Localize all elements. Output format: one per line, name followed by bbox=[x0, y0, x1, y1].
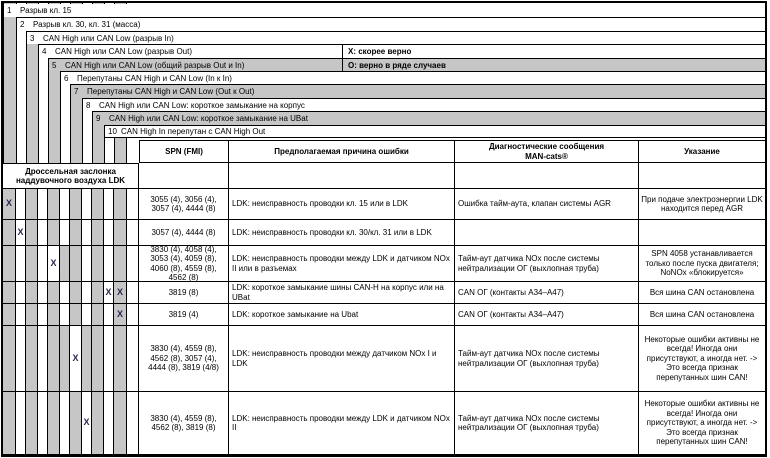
matrix-spacer-cell bbox=[127, 189, 139, 220]
cause-cell: LDK: неисправность проводки между LDK и датчиком NOx II или в разъемах bbox=[229, 246, 455, 282]
diag-cell: CAN ОГ (контакты A34–A47) bbox=[455, 304, 639, 326]
matrix-cell bbox=[70, 304, 82, 326]
matrix-cell bbox=[3, 392, 16, 455]
matrix-cell bbox=[82, 304, 92, 326]
condition-label: CAN High In перепутан с CAN High Out bbox=[121, 127, 266, 136]
matrix-cell bbox=[82, 189, 92, 220]
matrix-cell bbox=[70, 220, 82, 246]
matrix-cell bbox=[26, 392, 38, 455]
cause-cell: LDK: неисправность проводки кл. 15 или в LDK bbox=[229, 189, 455, 220]
column-header-diag: Диагностические сообщения MAN-cats® bbox=[455, 140, 639, 163]
matrix-cell bbox=[26, 326, 38, 392]
matrix-cell bbox=[38, 392, 48, 455]
matrix-spacer-cell bbox=[127, 304, 139, 326]
condition-row-8 bbox=[82, 98, 765, 111]
matrix-cell bbox=[82, 220, 92, 246]
matrix-cell bbox=[60, 392, 70, 455]
matrix-cell bbox=[38, 220, 48, 246]
cause-cell: LDK: короткое замыкание на Ubat bbox=[229, 304, 455, 326]
matrix-cell bbox=[16, 189, 26, 220]
matrix-cell bbox=[48, 220, 60, 246]
condition-row-7 bbox=[70, 84, 765, 98]
matrix-cell bbox=[3, 282, 16, 304]
note-cell: SPN 4058 устанавливается только после пуска двигателя; NoNOx «блокируется» bbox=[639, 246, 765, 282]
spn-cell: 3830 (4), 4559 (8), 4562 (8), 3819 (8) bbox=[139, 392, 229, 455]
matrix-cell bbox=[70, 392, 82, 455]
matrix-cell bbox=[3, 189, 16, 220]
condition-row-1 bbox=[3, 4, 765, 17]
matrix-cell bbox=[82, 282, 92, 304]
legend-o-row: O: верно в ряде случаев bbox=[342, 58, 765, 71]
matrix-cell bbox=[82, 392, 92, 455]
matrix-cell bbox=[104, 326, 114, 392]
spn-cell: 3830 (4), 4058 (4), 3053 (4), 4059 (8), 4060 (8), 4559 (8), 4562 (8) bbox=[139, 246, 229, 282]
matrix-cell bbox=[104, 220, 114, 246]
matrix-cell bbox=[48, 282, 60, 304]
fault-diagnosis-table bbox=[1, 1, 767, 457]
matrix-cell bbox=[48, 246, 60, 282]
matrix-cell bbox=[3, 246, 16, 282]
condition-number: 10 bbox=[108, 127, 117, 136]
matrix-header-label: Дроссельная заслонка наддувочного воздуха LDK bbox=[3, 163, 139, 189]
condition-label: Разрыв кл. 15 bbox=[20, 6, 72, 15]
matrix-cell bbox=[26, 282, 38, 304]
header-spacer-diag bbox=[455, 163, 639, 189]
condition-label: Перепутаны CAN High и CAN Low (Out к Out) bbox=[87, 87, 255, 96]
note-cell: При подаче электроэнергии LDK находится перед AGR bbox=[639, 189, 765, 220]
diag-cell: Тайм-аут датчика NOx после системы нейтрализации ОГ (выхлопная труба) bbox=[455, 392, 639, 455]
header-spacer-cause bbox=[229, 163, 455, 189]
matrix-cell bbox=[48, 304, 60, 326]
matrix-cell bbox=[38, 326, 48, 392]
matrix-cell bbox=[114, 282, 127, 304]
matrix-cell bbox=[104, 282, 114, 304]
condition-label: CAN High или CAN Low: короткое замыкание на корпус bbox=[99, 100, 305, 110]
matrix-cell bbox=[70, 189, 82, 220]
condition-row-6 bbox=[60, 71, 765, 84]
matrix-cell bbox=[92, 392, 104, 455]
x-mark: X bbox=[72, 352, 79, 363]
x-mark: X bbox=[105, 286, 112, 297]
matrix-cell bbox=[38, 246, 48, 282]
condition-row-9 bbox=[92, 111, 765, 125]
matrix-cell bbox=[114, 220, 127, 246]
matrix-cell bbox=[114, 189, 127, 220]
matrix-cell bbox=[114, 246, 127, 282]
spn-cell: 3830 (4), 4559 (8), 4562 (8), 3057 (4), 4444 (8), 3819 (4/8) bbox=[139, 326, 229, 392]
matrix-cell bbox=[48, 326, 60, 392]
matrix-cell bbox=[3, 220, 16, 246]
matrix-cell bbox=[82, 326, 92, 392]
matrix-cell bbox=[104, 304, 114, 326]
matrix-cell bbox=[26, 304, 38, 326]
matrix-cell bbox=[70, 246, 82, 282]
matrix-cell bbox=[26, 246, 38, 282]
matrix-cell bbox=[60, 326, 70, 392]
diag-cell: Тайм-аут датчика NOx после системы нейтрализации ОГ (выхлопная труба) bbox=[455, 326, 639, 392]
matrix-cell bbox=[38, 189, 48, 220]
matrix-cell bbox=[48, 189, 60, 220]
matrix-cell bbox=[38, 282, 48, 304]
matrix-cell bbox=[92, 326, 104, 392]
header-spacer-spn bbox=[139, 163, 229, 189]
matrix-cell bbox=[26, 220, 38, 246]
matrix-cell bbox=[92, 246, 104, 282]
condition-label: CAN High или CAN Low (разрыв In) bbox=[43, 33, 174, 43]
condition-label: Перепутаны CAN High и CAN Low (In к In) bbox=[77, 73, 232, 83]
matrix-cell bbox=[60, 189, 70, 220]
matrix-cell bbox=[3, 326, 16, 392]
matrix-spacer-cell bbox=[127, 326, 139, 392]
note-cell bbox=[639, 220, 765, 246]
cause-cell: LDK: неисправность проводки кл. 30/кл. 31 или в LDK bbox=[229, 220, 455, 246]
matrix-cell bbox=[92, 304, 104, 326]
matrix-track-1 bbox=[3, 3, 16, 163]
condition-number: 7 bbox=[74, 87, 79, 96]
x-mark: X bbox=[116, 286, 123, 297]
spn-cell: 3819 (8) bbox=[139, 282, 229, 304]
matrix-cell bbox=[38, 304, 48, 326]
spn-cell: 3819 (4) bbox=[139, 304, 229, 326]
x-mark: X bbox=[83, 417, 90, 428]
x-mark: X bbox=[5, 198, 12, 209]
matrix-cell bbox=[16, 304, 26, 326]
condition-number: 1 bbox=[7, 6, 12, 15]
note-cell: Некоторые ошибки активны не всегда! Иногда они присутствуют, а иногда нет. -> Это всегда признак перепутанных шин CAN! bbox=[639, 326, 765, 392]
column-header-cause: Предполагаемая причина ошибки bbox=[229, 140, 455, 163]
note-cell: Вся шина CAN остановлена bbox=[639, 282, 765, 304]
matrix-cell bbox=[114, 326, 127, 392]
matrix-cell bbox=[104, 246, 114, 282]
matrix-cell bbox=[114, 304, 127, 326]
matrix-cell bbox=[92, 189, 104, 220]
condition-number: 5 bbox=[52, 60, 57, 70]
matrix-cell bbox=[92, 220, 104, 246]
matrix-cell bbox=[70, 282, 82, 304]
condition-number: 6 bbox=[64, 73, 69, 83]
matrix-cell bbox=[16, 246, 26, 282]
column-header-note: Указание bbox=[639, 140, 765, 163]
condition-number: 4 bbox=[42, 47, 47, 56]
diag-cell: CAN ОГ (контакты A34–A47) bbox=[455, 282, 639, 304]
spn-cell: 3055 (4), 3056 (4), 3057 (4), 4444 (8) bbox=[139, 189, 229, 220]
x-mark: X bbox=[116, 308, 123, 319]
cause-cell: LDK: неисправность проводки между датчиком NOx I и LDK bbox=[229, 326, 455, 392]
matrix-cell bbox=[70, 326, 82, 392]
matrix-cell bbox=[16, 282, 26, 304]
diag-cell: Ошибка тайм-аута, клапан системы AGR bbox=[455, 189, 639, 220]
matrix-cell bbox=[26, 189, 38, 220]
matrix-cell bbox=[92, 282, 104, 304]
condition-label: CAN High или CAN Low (общий разрыв Out и In) bbox=[65, 60, 245, 70]
condition-number: 9 bbox=[96, 114, 101, 123]
note-cell: Некоторые ошибки активны не всегда! Иногда они присутствуют, а иногда нет. -> Это всегда признак перепутанных шин CAN! bbox=[639, 392, 765, 455]
cause-cell: LDK: неисправность проводки между LDK и датчиком NOx II bbox=[229, 392, 455, 455]
matrix-spacer-cell bbox=[127, 282, 139, 304]
condition-number: 8 bbox=[86, 100, 91, 110]
matrix-cell bbox=[82, 246, 92, 282]
condition-label: CAN High или CAN Low (разрыв Out) bbox=[55, 47, 192, 56]
header-spacer-note bbox=[639, 163, 765, 189]
matrix-cell bbox=[16, 392, 26, 455]
cause-cell: LDK: короткое замыкание шины CAN-H на корпус или на UBat bbox=[229, 282, 455, 304]
condition-number: 3 bbox=[30, 33, 35, 43]
diag-cell: Тайм-аут датчика NOx после системы нейтрализации ОГ (выхлопная труба) bbox=[455, 246, 639, 282]
note-cell: Вся шина CAN остановлена bbox=[639, 304, 765, 326]
matrix-spacer-cell bbox=[127, 392, 139, 455]
matrix-cell bbox=[60, 282, 70, 304]
matrix-cell bbox=[3, 304, 16, 326]
x-mark: X bbox=[50, 257, 57, 268]
x-mark: X bbox=[17, 226, 24, 237]
matrix-cell bbox=[48, 392, 60, 455]
condition-label: CAN High или CAN Low: короткое замыкание на UBat bbox=[109, 114, 308, 123]
matrix-cell bbox=[16, 220, 26, 246]
matrix-spacer-cell bbox=[127, 246, 139, 282]
diag-cell bbox=[455, 220, 639, 246]
legend-x-row: X: скорее верно bbox=[342, 44, 765, 58]
condition-row-10 bbox=[104, 125, 765, 138]
column-header-spn: SPN (FMI) bbox=[139, 140, 229, 163]
matrix-spacer-cell bbox=[127, 220, 139, 246]
matrix-cell bbox=[60, 220, 70, 246]
matrix-cell bbox=[114, 392, 127, 455]
matrix-cell bbox=[104, 392, 114, 455]
spn-cell: 3057 (4), 4444 (8) bbox=[139, 220, 229, 246]
matrix-cell bbox=[60, 304, 70, 326]
condition-number: 2 bbox=[20, 20, 25, 29]
matrix-cell bbox=[104, 189, 114, 220]
condition-row-3 bbox=[26, 31, 765, 44]
condition-row-2 bbox=[16, 17, 765, 31]
matrix-cell bbox=[60, 246, 70, 282]
matrix-cell bbox=[16, 326, 26, 392]
condition-label: Разрыв кл. 30, кл. 31 (масса) bbox=[33, 20, 141, 29]
